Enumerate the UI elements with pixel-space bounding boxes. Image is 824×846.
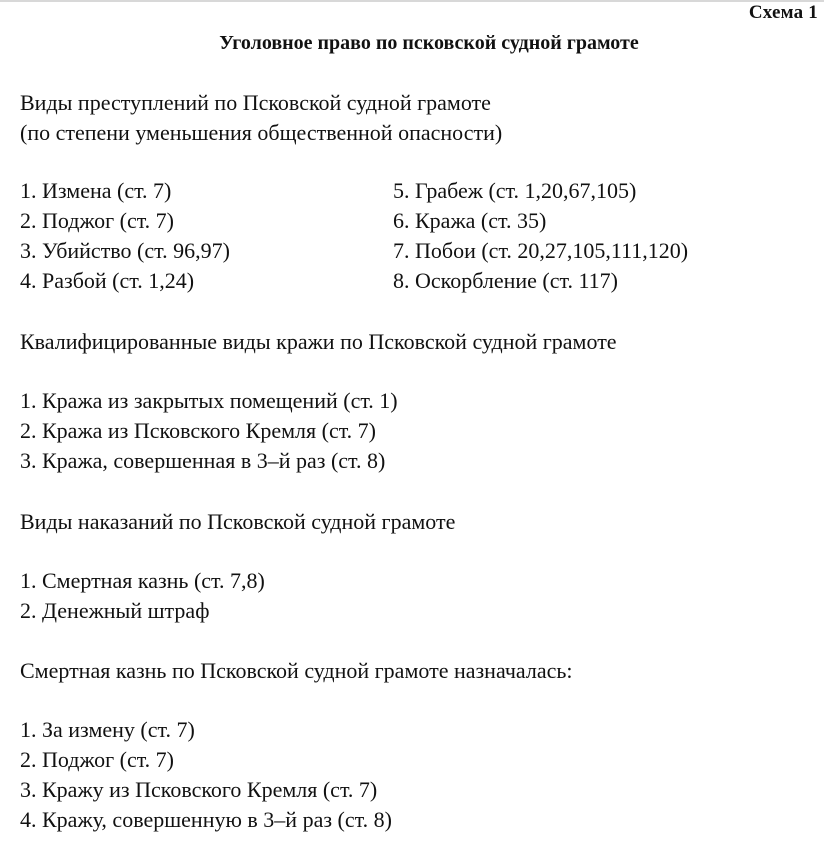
scheme-label: Схема 1 — [748, 2, 818, 23]
page-title: Уголовное право по псковской судной грамоте — [219, 32, 639, 54]
list-item: 2. Поджог (ст. 7) — [20, 747, 174, 772]
crime-list-left — [20, 176, 230, 296]
list-item: 4. Разбой (ст. 1,24) — [20, 268, 195, 293]
list-item: 7. Побои (ст. 20,27,105,111,120) — [393, 238, 689, 263]
crime-list-right — [393, 176, 688, 296]
list-item: 1. Смертная казнь (ст. 7,8) — [20, 568, 265, 593]
list-item: 1. Измена (ст. 7) — [20, 178, 172, 203]
list-item: 2. Кража из Псковского Кремля (ст. 7) — [20, 418, 376, 443]
death-penalty-list — [20, 715, 392, 835]
list-item: 4. Кражу, совершенную в 3–й раз (ст. 8) — [20, 807, 392, 832]
list-item: 2. Денежный штраф — [20, 598, 210, 623]
theft-types-heading — [20, 327, 617, 357]
list-item: 3. Кражу из Псковского Кремля (ст. 7) — [20, 777, 378, 802]
crime-types-heading — [20, 88, 502, 148]
list-item: 5. Грабеж (ст. 1,20,67,105) — [393, 178, 637, 203]
death-penalty-heading — [20, 656, 573, 686]
punishment-types-heading — [20, 507, 455, 537]
theft-list — [20, 386, 398, 476]
list-item: 3. Убийство (ст. 96,97) — [20, 238, 230, 263]
death-penalty-heading-text: Смертная казнь по Псковской судной грамоте назначалась: — [20, 658, 573, 683]
crime-types-heading-line1: Виды преступлений по Псковской судной грамоте — [20, 90, 491, 115]
list-item: 6. Кража (ст. 35) — [393, 208, 547, 233]
punishment-types-heading-text: Виды наказаний по Псковской судной грамоте — [20, 509, 456, 534]
list-item: 1. Кража из закрытых помещений (ст. 1) — [20, 388, 398, 413]
list-item: 2. Поджог (ст. 7) — [20, 208, 174, 233]
punishment-list — [20, 566, 265, 626]
crime-types-heading-line2: (по степени уменьшения общественной опасности) — [20, 120, 503, 145]
list-item: 3. Кража, совершенная в 3–й раз (ст. 8) — [20, 448, 386, 473]
theft-types-heading-text: Квалифицированные виды кражи по Псковской судной грамоте — [20, 329, 617, 354]
top-border-rule — [0, 0, 824, 2]
list-item: 8. Оскорбление (ст. 117) — [393, 268, 618, 293]
list-item: 1. За измену (ст. 7) — [20, 717, 195, 742]
